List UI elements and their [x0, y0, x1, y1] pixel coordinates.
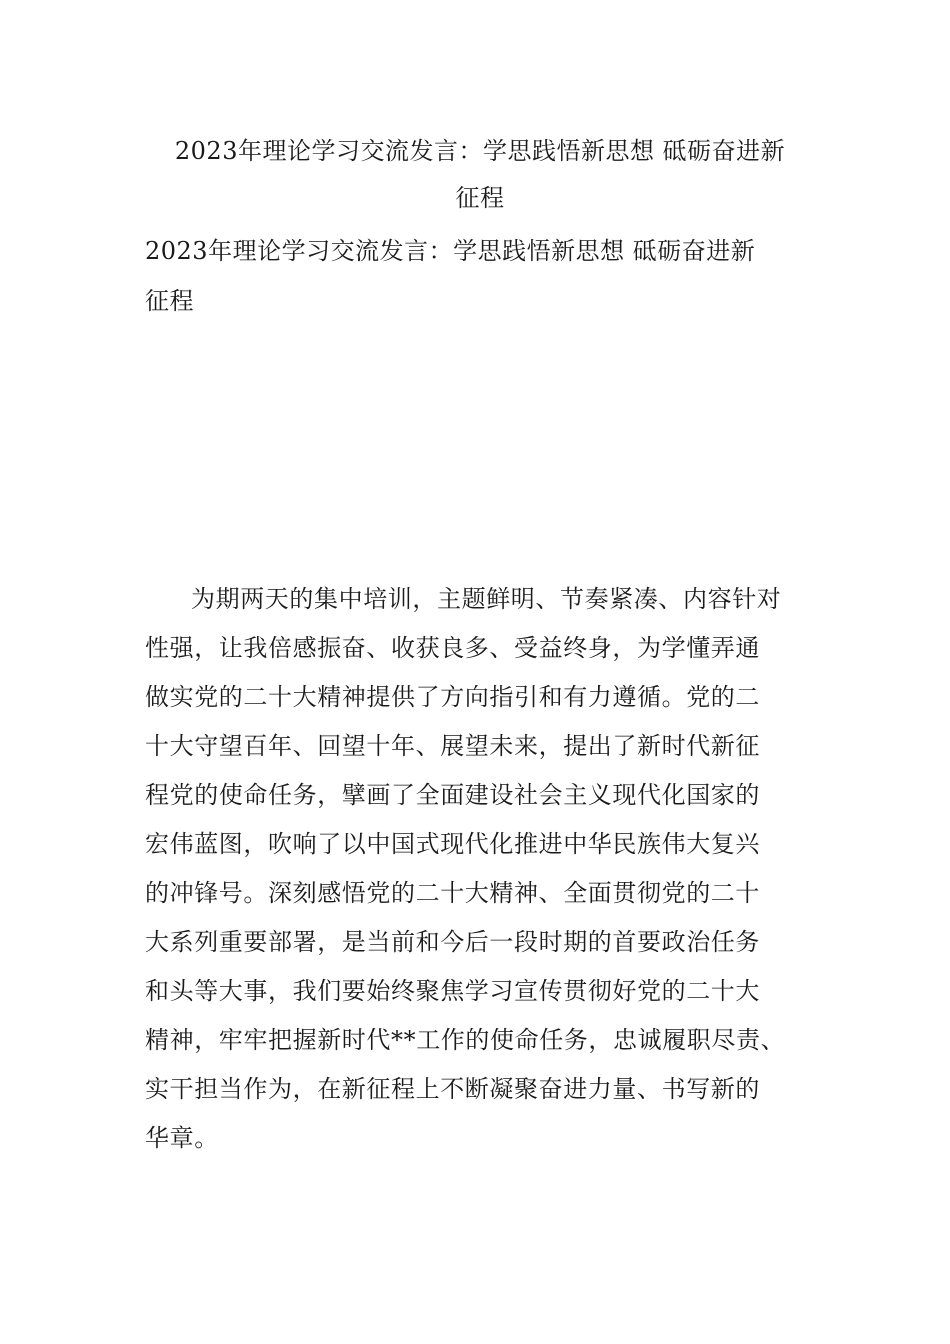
paragraph-line: 精神，牢牢把握新时代**工作的使命任务，忠诚履职尽责、 — [145, 1026, 786, 1054]
paragraph-line: 华章。 — [145, 1124, 219, 1152]
paragraph-line: 宏伟蓝图，吹响了以中国式现代化推进中华民族伟大复兴 — [145, 830, 760, 858]
paragraph-line: 性强，让我倍感振奋、收获良多、受益终身，为学懂弄通 — [145, 634, 760, 662]
title-left-line-1: 2023年理论学习交流发言：学思践悟新思想 砥砺奋进新 — [145, 237, 756, 265]
paragraph-line: 做实党的二十大精神提供了方向指引和有力遵循。党的二 — [145, 683, 760, 711]
paragraph-line: 程党的使命任务，擘画了全面建设社会主义现代化国家的 — [145, 781, 760, 809]
paragraph-line: 和头等大事，我们要始终聚焦学习宣传贯彻好党的二十大 — [145, 977, 760, 1005]
paragraph-line: 的冲锋号。深刻感悟党的二十大精神、全面贯彻党的二十 — [145, 879, 760, 907]
body-paragraph — [145, 575, 835, 1163]
document-title-left — [145, 226, 815, 326]
title-line-2: 征程 — [455, 184, 505, 212]
paragraph-line: 实干担当作为，在新征程上不断凝聚奋进力量、书写新的 — [145, 1075, 760, 1103]
paragraph-line: 为期两天的集中培训，主题鲜明、节奏紧凑、内容针对 — [191, 585, 782, 613]
document-title-centered — [140, 128, 820, 222]
paragraph-line: 十大守望百年、回望十年、展望未来，提出了新时代新征 — [145, 732, 760, 760]
paragraph-line: 大系列重要部署，是当前和今后一段时期的首要政治任务 — [145, 928, 760, 956]
title-left-line-2: 征程 — [145, 287, 194, 315]
title-line-1: 2023年理论学习交流发言：学思践悟新思想 砥砺奋进新 — [174, 137, 786, 165]
